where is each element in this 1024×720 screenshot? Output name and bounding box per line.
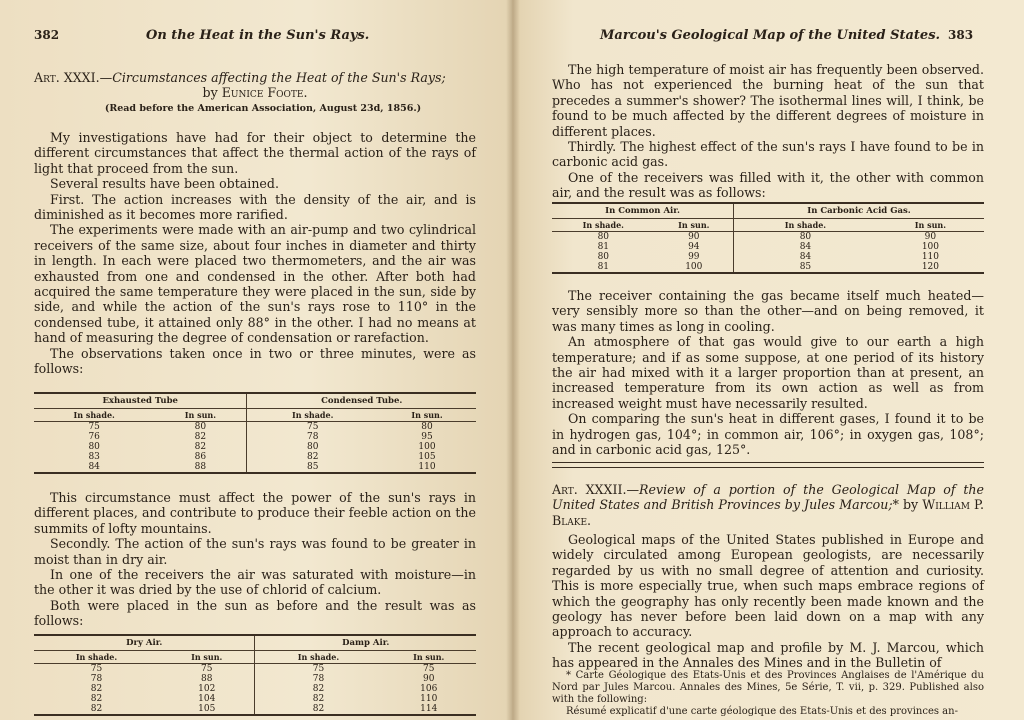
table-cell: 75 [200, 664, 213, 674]
table-cell: 82 [255, 684, 381, 694]
table-exhausted-condensed [34, 392, 476, 474]
table-cell: 99 [688, 252, 700, 262]
paragraph: The receiver containing the gas became itself much heated—very sensibly more so than the other—and on being removed, it was many times as long in cooling. [552, 288, 984, 334]
table-cell: 76 [88, 432, 100, 442]
book-gutter [506, 0, 520, 720]
table-cell: 82 [194, 442, 207, 452]
footnote [552, 670, 984, 718]
table-row [552, 252, 984, 262]
table-group-header: Exhausted Tube [34, 393, 247, 409]
table-cell: 80 [734, 232, 877, 243]
table-cell: 85 [734, 262, 877, 273]
table-cell: 75 [90, 664, 103, 674]
table-cell: 106 [420, 684, 438, 694]
table-cell: 75 [422, 664, 435, 674]
article-author: William P. Blake. [552, 497, 984, 528]
table-cell: 78 [255, 674, 381, 684]
table-subheader: In sun. [877, 219, 984, 232]
table-row [34, 704, 476, 715]
table-cell: 105 [198, 704, 216, 714]
table-cell: 114 [420, 704, 438, 714]
table-subheader: In shade. [34, 651, 159, 664]
table-cell: 80 [88, 442, 100, 452]
table-cell: 110 [420, 694, 438, 704]
table-subheader: In shade. [255, 651, 381, 664]
table-cell: 84 [734, 252, 877, 262]
paragraph: Several results have been obtained. [50, 176, 279, 192]
table-cell: 82 [90, 684, 103, 694]
paragraph: The recent geological map and profile by M. J. Marcou, which has appeared in the Annales des Mines and in the Bulletin of [552, 639, 984, 671]
page-number: 382 [34, 28, 60, 42]
table-cell: 80 [421, 422, 433, 432]
table-subheader: In shade. [552, 219, 655, 232]
table-cell: 94 [688, 242, 700, 252]
table-cell: 84 [734, 242, 877, 252]
footnote-text: Résumé explicatif d'une carte géologique des Etats-Unis et des provinces an- [566, 706, 958, 717]
table-row [34, 684, 476, 694]
page-number: 383 [948, 28, 974, 42]
table-subheader: In sun. [154, 409, 247, 422]
table-row [34, 422, 476, 433]
article-title: —Review of a portion of the Geological Map of the United States and British Provinces by Jules Marcou;* [552, 482, 985, 513]
paragraph: On comparing the sun's heat in different gases, I found it to be in hydrogen gas, 104°; in common air, 106°; in oxygen gas, 108°; and in carbonic acid gas, 125°. [552, 411, 984, 458]
table-dry-damp [34, 634, 476, 716]
body-text-bottom [552, 532, 984, 671]
table-cell: 82 [255, 704, 381, 715]
table-cell: 75 [255, 664, 381, 675]
table-cell: 110 [921, 252, 939, 262]
footnote-text: * Carte Géologique des Etats-Unis et des Provinces Anglaises de l'Amérique du Nord par Jules Marcou. Annales des Mines, 5e Série, T. vii, p. 329. Published also with the following: [552, 670, 984, 705]
paragraph: My investigations have had for their object to determine the different circumstances that affect the thermal action of the rays of light that proceed from the sun. [34, 130, 476, 176]
article-author: Eunice Foote. [221, 85, 308, 101]
running-head: Marcou's Geological Map of the United States. [600, 28, 941, 43]
table-cell: 82 [90, 694, 103, 704]
right-page [512, 0, 1024, 720]
table-cell: 88 [200, 674, 213, 684]
table-subheader: In sun. [159, 651, 255, 664]
running-head: On the Heat in the Sun's Rays. [146, 28, 370, 43]
article-header [34, 70, 476, 116]
table-cell: 75 [88, 422, 100, 432]
table-row [34, 694, 476, 704]
table-subheader: In shade. [247, 409, 378, 422]
table-cell: 104 [198, 694, 216, 704]
read-note: (Read before the American Association, August 23d, 1856.) [104, 102, 422, 114]
table-row [34, 432, 476, 442]
table-group-header: In Common Air. [552, 203, 734, 219]
table-cell: 81 [597, 242, 610, 252]
table-row [552, 232, 984, 243]
byline-prefix: by [202, 85, 218, 101]
article-number: Art. XXXI. [34, 70, 100, 85]
body-text-top [552, 62, 984, 201]
table-cell: 110 [418, 462, 436, 472]
table-cell: 120 [921, 262, 939, 272]
table-cell: 90 [422, 674, 435, 684]
article-header [552, 482, 984, 528]
table-row [34, 674, 476, 684]
table-cell: 86 [194, 452, 207, 462]
table-cell: 90 [924, 232, 937, 242]
table-cell: 90 [688, 232, 700, 242]
table-cell: 80 [597, 252, 610, 262]
article-number: Art. XXXII. [552, 482, 627, 497]
table-cell: 82 [255, 694, 381, 704]
table-cell: 102 [198, 684, 216, 694]
table-cell: 75 [247, 422, 378, 433]
table-cell: 81 [597, 262, 610, 272]
table-cell: 100 [418, 442, 436, 452]
table-cell: 78 [90, 674, 103, 684]
paragraph: An atmosphere of that gas would give to our earth a high temperature; and if as some suppose, at one period of its history the air had mixed with it a larger proportion than at present, an increased temperature from its own action as well as from increased weight must have necessarily resulted. [552, 334, 984, 411]
table-cell: 100 [685, 262, 703, 272]
table-cell: 100 [921, 242, 939, 252]
table-cell: 88 [194, 462, 207, 472]
paragraph: Thirdly. The highest effect of the sun's rays I have found to be in carbonic acid gas. [552, 139, 984, 170]
table-cell: 80 [247, 442, 378, 452]
paragraph: The experiments were made with an air-pump and two cylindrical receivers of the same size, about four inches in diameter and thirty in length. In each were placed two thermometers, and the air was exhausted from one and condensed in the other. After both had acquired the same temperature they were placed in the sun, side by side, and while the action of the sun's rays rose to 110° in the condensed tube, it attained only 88° in the other. I had no means at hand of measuring the degree of condensation or rarefaction. [34, 222, 476, 346]
paragraph: Both were placed in the sun as before and the result was as follows: [34, 597, 476, 629]
table-cell: 95 [421, 432, 433, 442]
article-title: —Circumstances affecting the Heat of the Sun's Rays; [99, 70, 446, 85]
table-cell: 78 [247, 432, 378, 442]
table-row [34, 664, 476, 675]
table-cell: 105 [418, 452, 436, 462]
table-cell: 82 [194, 432, 207, 442]
body-text-mid [34, 490, 476, 629]
paragraph: First. The action increases with the density of the air, and is diminished as it becomes more rarified. [34, 191, 476, 223]
table-group-header: Damp Air. [255, 635, 476, 651]
table-subheader: In sun. [378, 409, 476, 422]
table-cell: 84 [88, 462, 100, 472]
byline-prefix: by [903, 497, 919, 513]
table-subheader: In sun. [655, 219, 734, 232]
paragraph: The observations taken once in two or three minutes, were as follows: [34, 345, 476, 377]
table-subheader: In sun. [381, 651, 476, 664]
body-text-mid [552, 288, 984, 457]
table-row [34, 452, 476, 462]
table-group-header: In Carbonic Acid Gas. [734, 203, 984, 219]
table-cell: 80 [194, 422, 207, 432]
paragraph: This circumstance must affect the power of the sun's rays in different places, and contribute to produce their feeble action on the summits of lofty mountains. [34, 490, 476, 536]
table-row [552, 262, 984, 273]
table-common-carbonic [552, 202, 984, 274]
table-cell: 83 [88, 452, 100, 462]
table-row [34, 462, 476, 473]
paragraph: In one of the receivers the air was saturated with moisture—in the other it was dried by the use of chlorid of calcium. [34, 567, 476, 598]
table-subheader: In shade. [34, 409, 154, 422]
table-row [552, 242, 984, 252]
table-subheader: In shade. [734, 219, 877, 232]
table-group-header: Dry Air. [34, 635, 255, 651]
paragraph: Geological maps of the United States published in Europe and widely circulated among European geologists, are necessarily regarded by us with no small degree of attention and curiosity. This is more especially true, when such maps embrace regions of which the geography has only recently been made known and the geology has never before been laid down on a map with any approach to accuracy. [552, 532, 984, 640]
table-cell: 80 [597, 232, 610, 242]
paragraph: The high temperature of moist air has frequently been observed. Who has not experienced the burning heat of the sun that precedes a summer's shower? The isothermal lines will, I think, be found to be much affected by the different degrees of moisture in different places. [552, 62, 984, 139]
paragraph: Secondly. The action of the sun's rays was found to be greater in moist than in dry air. [34, 536, 476, 567]
table-cell: 82 [247, 452, 378, 462]
paragraph: One of the receivers was filled with it, the other with common air, and the result was as follows: [552, 169, 984, 201]
table-group-header: Condensed Tube. [247, 393, 476, 409]
table-row [34, 442, 476, 452]
section-divider [552, 462, 984, 468]
table-cell: 85 [247, 462, 378, 473]
table-cell: 82 [90, 704, 103, 714]
body-text-top [34, 130, 476, 377]
